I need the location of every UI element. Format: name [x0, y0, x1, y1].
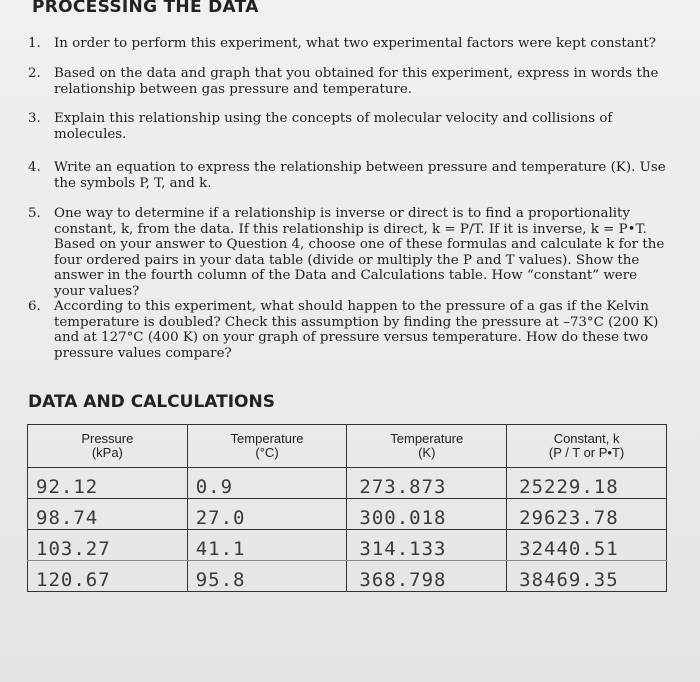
question-text: One way to determine if a relationship is inverse or direct is to find a proportionality constant, k, from the data. If this relationship is direct, k = P/T. If it is inverse, k = P•T. Based on your answer to Question 4, choose one of these formulas and calculate k for the four ordered pairs in your data table (divide or multiply the P and T values). Show the answer in the fourth column of the Data and Calculations table. How “constant” were your values?: [54, 206, 665, 299]
question-number: 5.: [28, 206, 41, 221]
question-number: 1.: [28, 36, 41, 51]
question-number: 3.: [28, 111, 41, 126]
header-constant-k: Constant, k (P / T or P•T): [507, 425, 667, 468]
question-text: Write an equation to express the relationship between pressure and temperature (K). Use the symbols P, T, and k.: [54, 160, 666, 191]
pressure-cell: 120.67: [28, 561, 188, 592]
table-row: [28, 530, 667, 561]
temperature-c-cell: 41.1: [187, 530, 347, 561]
temperature-c-cell: 0.9: [187, 468, 347, 499]
question-text: Explain this relationship using the concepts of molecular velocity and collisions of molecules.: [54, 111, 613, 142]
constant-k-cell: 29623.78: [507, 499, 667, 530]
constant-k-cell: 32440.51: [507, 530, 667, 561]
constant-k-cell: 25229.18: [507, 468, 667, 499]
constant-k-cell: 38469.35: [507, 561, 667, 592]
temperature-k-cell: 273.873: [347, 468, 507, 499]
pressure-cell: 92.12: [28, 468, 188, 499]
temperature-c-cell: 27.0: [187, 499, 347, 530]
header-pressure: Pressure (kPa): [28, 425, 188, 468]
question-number: 4.: [28, 160, 41, 175]
pressure-cell: 103.27: [28, 530, 188, 561]
table-row: [28, 468, 667, 499]
table-row: [28, 499, 667, 530]
question-number: 2.: [28, 66, 41, 81]
temperature-c-cell: 95.8: [187, 561, 347, 592]
pressure-cell: 98.74: [28, 499, 188, 530]
temperature-k-cell: 314.133: [347, 530, 507, 561]
data-table: [27, 424, 667, 592]
data-calculations-heading: DATA AND CALCULATIONS: [28, 392, 275, 412]
question-text: Based on the data and graph that you obtained for this experiment, express in words the relationship between gas pressure and temperature.: [54, 66, 659, 97]
table-header-row: [28, 425, 667, 468]
header-temperature-k: Temperature (K): [347, 425, 507, 468]
temperature-k-cell: 368.798: [347, 561, 507, 592]
processing-heading: PROCESSING THE DATA: [32, 0, 259, 17]
table-row: [28, 561, 667, 592]
header-temperature-c: Temperature (°C): [187, 425, 347, 468]
question-text: According to this experiment, what should happen to the pressure of a gas if the Kelvin temperature is doubled? Check this assumption by finding the pressure at –73°C (200 K) and at 127°C (400 K) on your graph of pressure versus temperature. How do these two pressure values compare?: [54, 299, 659, 361]
question-text: In order to perform this experiment, what two experimental factors were kept constant?: [54, 36, 656, 51]
temperature-k-cell: 300.018: [347, 499, 507, 530]
question-number: 6.: [28, 299, 41, 314]
